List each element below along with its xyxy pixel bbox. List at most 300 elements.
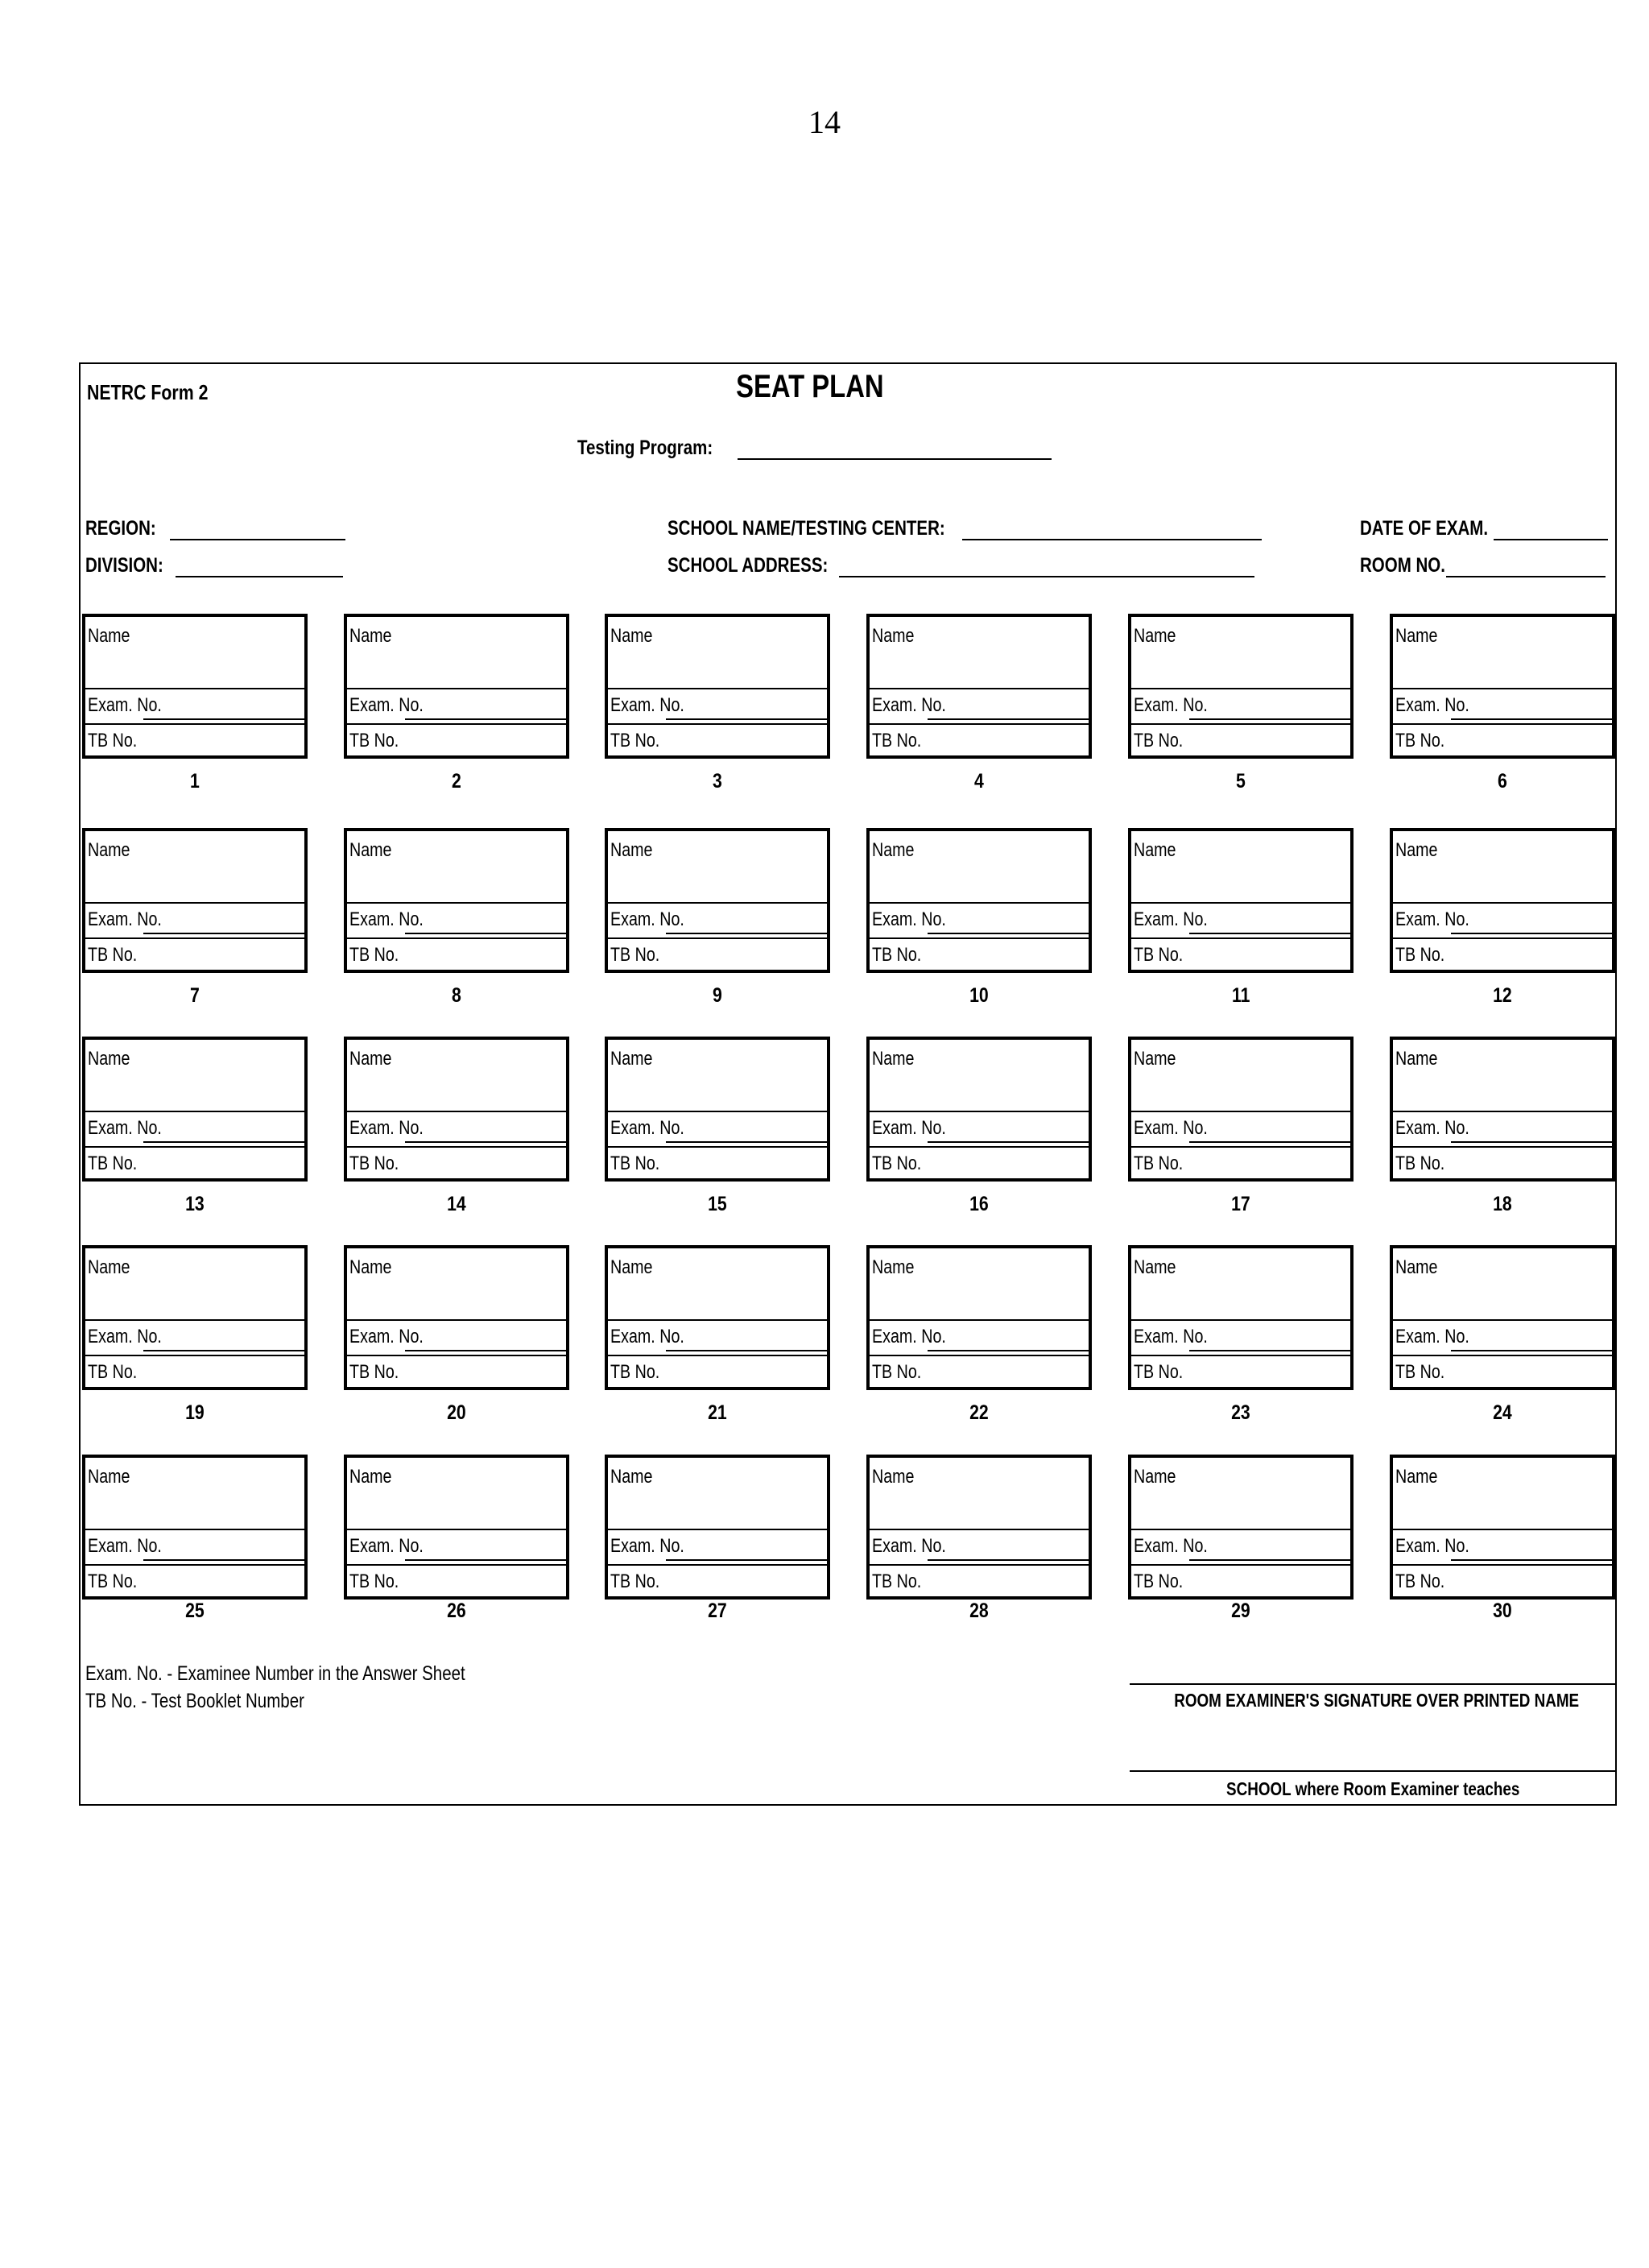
seat-box[interactable]: [866, 1037, 1092, 1182]
seat-name-cell[interactable]: [85, 1040, 304, 1112]
seat-exam-no-label: Exam. No.: [610, 694, 684, 716]
seat-tb-no-cell[interactable]: [608, 1355, 827, 1390]
exam-no-blank[interactable]: [1189, 1559, 1350, 1561]
seat-box[interactable]: [866, 614, 1092, 759]
seat-exam-no-label: Exam. No.: [872, 1117, 946, 1139]
seat-number: 30: [1493, 1600, 1512, 1622]
seat-name-cell[interactable]: [347, 1248, 566, 1321]
exam-no-blank[interactable]: [1451, 718, 1612, 720]
seat-exam-no-cell[interactable]: [347, 902, 566, 939]
seat-exam-no-label: Exam. No.: [88, 1535, 162, 1557]
seat-exam-no-cell[interactable]: [1131, 1319, 1350, 1356]
seat-name-cell[interactable]: [347, 831, 566, 904]
seat-tb-no-cell[interactable]: [85, 723, 304, 759]
seat-name-label: Name: [349, 625, 392, 647]
examiner-signature-line[interactable]: [1130, 1683, 1617, 1685]
seat-tb-no-cell[interactable]: [1131, 1355, 1350, 1390]
seat-exam-no-label: Exam. No.: [88, 694, 162, 716]
seat-box[interactable]: [1390, 1037, 1615, 1182]
seat-tb-no-cell[interactable]: [85, 1564, 304, 1600]
seat-tb-no-label: TB No.: [88, 1153, 138, 1174]
seat-exam-no-label: Exam. No.: [1134, 1326, 1208, 1347]
seat-tb-no-cell[interactable]: [85, 937, 304, 973]
seat-number: 19: [185, 1401, 205, 1424]
form-title: SEAT PLAN: [736, 369, 884, 404]
seat-exam-no-label: Exam. No.: [349, 1117, 424, 1139]
seat-tb-no-cell[interactable]: [1393, 1146, 1612, 1182]
seat-name-cell[interactable]: [347, 1458, 566, 1530]
exam-no-blank[interactable]: [1451, 933, 1612, 934]
seat-name-cell[interactable]: [1393, 1248, 1612, 1321]
seat-box[interactable]: [866, 828, 1092, 973]
seat-name-cell[interactable]: [870, 617, 1089, 689]
seat-exam-no-label: Exam. No.: [1134, 694, 1208, 716]
seat-name-label: Name: [88, 1466, 130, 1488]
room-no-blank[interactable]: [1446, 557, 1606, 577]
seat-tb-no-label: TB No.: [88, 730, 138, 751]
seat-name-cell[interactable]: [870, 1458, 1089, 1530]
school-name-field[interactable]: [667, 517, 1262, 540]
seat-name-label: Name: [1395, 1048, 1438, 1070]
seat-name-label: Name: [349, 1048, 392, 1070]
seat-exam-no-label: Exam. No.: [1395, 1117, 1469, 1139]
seat-tb-no-cell[interactable]: [1393, 937, 1612, 973]
seat-name-cell[interactable]: [347, 1040, 566, 1112]
seat-exam-no-label: Exam. No.: [1134, 1535, 1208, 1557]
seat-tb-no-label: TB No.: [1395, 944, 1445, 966]
seat-name-label: Name: [1134, 1256, 1176, 1278]
exam-no-blank[interactable]: [928, 1141, 1089, 1143]
seat-exam-no-label: Exam. No.: [1395, 1326, 1469, 1347]
seat-exam-no-label: Exam. No.: [349, 1535, 424, 1557]
seat-name-cell[interactable]: [85, 617, 304, 689]
seat-number: 11: [1231, 984, 1250, 1007]
seat-name-cell[interactable]: [1393, 1458, 1612, 1530]
exam-no-blank[interactable]: [1451, 1559, 1612, 1561]
seat-number: 16: [969, 1193, 989, 1215]
exam-no-blank[interactable]: [143, 933, 304, 934]
seat-exam-no-label: Exam. No.: [610, 1326, 684, 1347]
seat-name-cell[interactable]: [85, 1458, 304, 1530]
seat-exam-no-cell[interactable]: [1393, 902, 1612, 939]
seat-exam-no-cell[interactable]: [85, 902, 304, 939]
seat-exam-no-cell[interactable]: [608, 1111, 827, 1148]
seat-name-label: Name: [610, 1256, 653, 1278]
seat-box[interactable]: [605, 614, 830, 759]
seat-number: 24: [1493, 1401, 1512, 1424]
seat-exam-no-label: Exam. No.: [1395, 1535, 1469, 1557]
exam-no-blank[interactable]: [143, 718, 304, 720]
seat-number: 17: [1231, 1193, 1250, 1215]
seat-exam-no-cell[interactable]: [347, 688, 566, 725]
seat-name-cell[interactable]: [85, 831, 304, 904]
seat-tb-no-cell[interactable]: [1393, 1355, 1612, 1390]
seat-name-label: Name: [872, 625, 915, 647]
seat-exam-no-label: Exam. No.: [1134, 1117, 1208, 1139]
page-number: 14: [808, 104, 841, 140]
seat-number: 25: [185, 1600, 205, 1622]
region-field[interactable]: [85, 517, 345, 540]
seat-name-label: Name: [1134, 839, 1176, 861]
exam-no-blank[interactable]: [666, 1141, 827, 1143]
seat-tb-no-label: TB No.: [88, 1361, 138, 1383]
seat-name-cell[interactable]: [608, 1458, 827, 1530]
exam-no-blank[interactable]: [1451, 1141, 1612, 1143]
seat-tb-no-cell[interactable]: [347, 1355, 566, 1390]
seat-tb-no-cell[interactable]: [85, 1146, 304, 1182]
seat-box[interactable]: [866, 1455, 1092, 1600]
seat-name-label: Name: [1134, 625, 1176, 647]
seat-tb-no-label: TB No.: [1134, 1153, 1184, 1174]
seat-tb-no-label: TB No.: [872, 1571, 922, 1592]
seat-name-label: Name: [872, 1048, 915, 1070]
seat-exam-no-label: Exam. No.: [88, 1326, 162, 1347]
exam-no-blank[interactable]: [1451, 1350, 1612, 1351]
seat-exam-no-cell[interactable]: [608, 1529, 827, 1566]
seat-box[interactable]: [1390, 1245, 1615, 1390]
seat-tb-no-label: TB No.: [88, 1571, 138, 1592]
seat-name-label: Name: [1134, 1466, 1176, 1488]
school-address-blank[interactable]: [839, 557, 1254, 577]
seat-name-cell[interactable]: [1131, 1458, 1350, 1530]
exam-no-blank[interactable]: [928, 1559, 1089, 1561]
legend-tb-no: TB No. - Test Booklet Number: [85, 1690, 304, 1712]
seat-exam-no-cell[interactable]: [347, 1111, 566, 1148]
seat-tb-no-label: TB No.: [872, 730, 922, 751]
exam-no-blank[interactable]: [405, 1559, 566, 1561]
legend-exam-no: Exam. No. - Examinee Number in the Answer Sheet: [85, 1662, 465, 1685]
school-address-label: SCHOOL ADDRESS:: [667, 554, 829, 577]
seat-name-cell[interactable]: [870, 831, 1089, 904]
seat-exam-no-cell[interactable]: [85, 1319, 304, 1356]
seat-tb-no-cell[interactable]: [347, 1146, 566, 1182]
exam-no-blank[interactable]: [928, 1350, 1089, 1351]
seat-tb-no-label: TB No.: [88, 944, 138, 966]
seat-number: 9: [713, 984, 722, 1007]
seat-name-cell[interactable]: [1131, 1040, 1350, 1112]
seat-tb-no-label: TB No.: [1134, 730, 1184, 751]
seat-number: 29: [1231, 1600, 1250, 1622]
testing-program-blank[interactable]: [738, 439, 1052, 460]
seat-name-label: Name: [610, 1466, 653, 1488]
seat-exam-no-cell[interactable]: [870, 1529, 1089, 1566]
seat-tb-no-label: TB No.: [872, 1361, 922, 1383]
seat-box[interactable]: [605, 1037, 830, 1182]
seat-tb-no-label: TB No.: [1395, 1571, 1445, 1592]
seat-name-label: Name: [1395, 1256, 1438, 1278]
seat-box[interactable]: [344, 1455, 569, 1600]
seat-exam-no-label: Exam. No.: [610, 1535, 684, 1557]
seat-box[interactable]: [1390, 1455, 1615, 1600]
division-blank[interactable]: [176, 557, 343, 577]
seat-tb-no-label: TB No.: [610, 1361, 660, 1383]
seat-name-label: Name: [349, 1466, 392, 1488]
exam-no-blank[interactable]: [666, 718, 827, 720]
seat-number: 3: [713, 770, 722, 793]
seat-box[interactable]: [605, 828, 830, 973]
seat-box[interactable]: [344, 1037, 569, 1182]
exam-no-blank[interactable]: [1189, 718, 1350, 720]
seat-tb-no-cell[interactable]: [1393, 723, 1612, 759]
seat-exam-no-cell[interactable]: [608, 902, 827, 939]
seat-tb-no-cell[interactable]: [870, 1146, 1089, 1182]
seat-tb-no-label: TB No.: [349, 944, 399, 966]
seat-tb-no-label: TB No.: [1134, 1571, 1184, 1592]
division-field[interactable]: [85, 554, 343, 577]
school-signature-line[interactable]: [1130, 1770, 1617, 1772]
exam-no-blank[interactable]: [143, 1559, 304, 1561]
seat-exam-no-label: Exam. No.: [349, 1326, 424, 1347]
seat-exam-no-label: Exam. No.: [872, 694, 946, 716]
seat-tb-no-cell[interactable]: [1131, 723, 1350, 759]
seat-exam-no-cell[interactable]: [1131, 1529, 1350, 1566]
seat-number: 4: [974, 770, 984, 793]
exam-no-blank[interactable]: [405, 933, 566, 934]
seat-tb-no-label: TB No.: [872, 944, 922, 966]
seat-box[interactable]: [82, 1245, 308, 1390]
seat-name-label: Name: [872, 839, 915, 861]
seat-number: 2: [452, 770, 461, 793]
school-signature-caption: SCHOOL where Room Examiner teaches: [1226, 1778, 1520, 1799]
seat-tb-no-cell[interactable]: [347, 723, 566, 759]
seat-number: 10: [969, 984, 989, 1007]
seat-number: 7: [190, 984, 200, 1007]
seat-name-cell[interactable]: [1393, 1040, 1612, 1112]
seat-box[interactable]: [1128, 614, 1354, 759]
seat-tb-no-cell[interactable]: [347, 937, 566, 973]
date-of-exam-blank[interactable]: [1494, 519, 1608, 540]
seat-exam-no-cell[interactable]: [870, 688, 1089, 725]
seat-tb-no-cell[interactable]: [1131, 1146, 1350, 1182]
seat-name-label: Name: [610, 839, 653, 861]
seat-tb-no-cell[interactable]: [1131, 937, 1350, 973]
seat-exam-no-cell[interactable]: [608, 688, 827, 725]
exam-no-blank[interactable]: [1189, 1350, 1350, 1351]
seat-name-cell[interactable]: [608, 617, 827, 689]
seat-exam-no-cell[interactable]: [85, 1111, 304, 1148]
seat-name-cell[interactable]: [608, 1040, 827, 1112]
seat-tb-no-cell[interactable]: [1131, 1564, 1350, 1600]
seat-tb-no-label: TB No.: [872, 1153, 922, 1174]
seat-number: 18: [1493, 1193, 1512, 1215]
exam-no-blank[interactable]: [666, 933, 827, 934]
seat-box[interactable]: [1128, 828, 1354, 973]
seat-box[interactable]: [605, 1455, 830, 1600]
seat-tb-no-cell[interactable]: [608, 937, 827, 973]
seat-box[interactable]: [344, 828, 569, 973]
exam-no-blank[interactable]: [143, 1141, 304, 1143]
seat-exam-no-cell[interactable]: [870, 1319, 1089, 1356]
seat-tb-no-cell[interactable]: [870, 1564, 1089, 1600]
seat-name-label: Name: [1395, 839, 1438, 861]
seat-tb-no-label: TB No.: [1395, 1361, 1445, 1383]
seat-tb-no-cell[interactable]: [870, 937, 1089, 973]
region-blank[interactable]: [170, 519, 345, 540]
seat-number: 13: [185, 1193, 205, 1215]
exam-no-blank[interactable]: [928, 933, 1089, 934]
seat-exam-no-cell[interactable]: [608, 1319, 827, 1356]
exam-no-blank[interactable]: [405, 1350, 566, 1351]
seat-exam-no-cell[interactable]: [1131, 1111, 1350, 1148]
room-no-label: ROOM NO.: [1360, 554, 1445, 577]
seat-exam-no-label: Exam. No.: [610, 1117, 684, 1139]
seat-name-label: Name: [88, 625, 130, 647]
seat-number: 1: [190, 770, 200, 793]
seat-name-label: Name: [610, 1048, 653, 1070]
seat-name-cell[interactable]: [1131, 617, 1350, 689]
seat-box[interactable]: [866, 1245, 1092, 1390]
seat-exam-no-label: Exam. No.: [872, 908, 946, 930]
seat-plan-form: [79, 362, 1617, 1806]
seat-name-label: Name: [1395, 1466, 1438, 1488]
seat-tb-no-label: TB No.: [610, 944, 660, 966]
exam-no-blank[interactable]: [405, 718, 566, 720]
seat-exam-no-label: Exam. No.: [349, 908, 424, 930]
seat-box[interactable]: [1128, 1455, 1354, 1600]
examiner-signature-caption: ROOM EXAMINER'S SIGNATURE OVER PRINTED NAME: [1174, 1690, 1580, 1711]
testing-program-field[interactable]: [577, 437, 1052, 460]
seat-name-label: Name: [88, 1256, 130, 1278]
seat-number: 21: [708, 1401, 727, 1424]
seat-box[interactable]: [82, 614, 308, 759]
seat-exam-no-cell[interactable]: [870, 1111, 1089, 1148]
seat-box[interactable]: [605, 1245, 830, 1390]
seat-number: 22: [969, 1401, 989, 1424]
seat-tb-no-label: TB No.: [610, 1571, 660, 1592]
seat-number: 6: [1498, 770, 1507, 793]
seat-tb-no-label: TB No.: [349, 1571, 399, 1592]
seat-box[interactable]: [1390, 828, 1615, 973]
school-name-blank[interactable]: [962, 519, 1262, 540]
seat-number: 20: [447, 1401, 466, 1424]
seat-name-label: Name: [872, 1466, 915, 1488]
exam-no-blank[interactable]: [666, 1350, 827, 1351]
seat-name-label: Name: [1134, 1048, 1176, 1070]
seat-exam-no-label: Exam. No.: [872, 1535, 946, 1557]
seat-name-cell[interactable]: [1393, 831, 1612, 904]
seat-box[interactable]: [1128, 1245, 1354, 1390]
exam-no-blank[interactable]: [666, 1559, 827, 1561]
seat-exam-no-label: Exam. No.: [1395, 908, 1469, 930]
testing-program-label: Testing Program:: [577, 437, 713, 459]
seat-tb-no-label: TB No.: [349, 1361, 399, 1383]
seat-name-cell[interactable]: [608, 831, 827, 904]
seat-box[interactable]: [82, 828, 308, 973]
region-label: REGION:: [85, 517, 156, 540]
seat-name-cell[interactable]: [1131, 831, 1350, 904]
seat-name-cell[interactable]: [85, 1248, 304, 1321]
school-name-label: SCHOOL NAME/TESTING CENTER:: [667, 517, 945, 540]
date-of-exam-label: DATE OF EXAM.: [1360, 517, 1489, 540]
seat-box[interactable]: [1390, 614, 1615, 759]
seat-exam-no-cell[interactable]: [1393, 1319, 1612, 1356]
exam-no-blank[interactable]: [928, 718, 1089, 720]
seat-number: 15: [708, 1193, 727, 1215]
seat-name-cell[interactable]: [347, 617, 566, 689]
seat-tb-no-label: TB No.: [1395, 730, 1445, 751]
seat-name-label: Name: [349, 839, 392, 861]
seat-tb-no-cell[interactable]: [870, 1355, 1089, 1390]
seat-name-cell[interactable]: [870, 1248, 1089, 1321]
seat-exam-no-cell[interactable]: [347, 1319, 566, 1356]
seat-name-label: Name: [88, 839, 130, 861]
seat-number: 5: [1236, 770, 1246, 793]
seat-exam-no-label: Exam. No.: [1395, 694, 1469, 716]
seat-exam-no-label: Exam. No.: [349, 694, 424, 716]
seat-number: 26: [447, 1600, 466, 1622]
seat-box[interactable]: [82, 1455, 308, 1600]
seat-exam-no-cell[interactable]: [1131, 902, 1350, 939]
seat-name-label: Name: [1395, 625, 1438, 647]
seat-exam-no-label: Exam. No.: [872, 1326, 946, 1347]
seat-tb-no-label: TB No.: [349, 730, 399, 751]
form-id: NETRC Form 2: [87, 380, 209, 404]
seat-exam-no-label: Exam. No.: [88, 908, 162, 930]
seat-exam-no-label: Exam. No.: [88, 1117, 162, 1139]
seat-tb-no-cell[interactable]: [347, 1564, 566, 1600]
exam-no-blank[interactable]: [1189, 1141, 1350, 1143]
seat-number: 28: [969, 1600, 989, 1622]
seat-exam-no-label: Exam. No.: [1134, 908, 1208, 930]
seat-number: 12: [1493, 984, 1512, 1007]
seat-exam-no-cell[interactable]: [870, 902, 1089, 939]
seat-tb-no-label: TB No.: [1134, 1361, 1184, 1383]
seat-name-cell[interactable]: [608, 1248, 827, 1321]
seat-name-label: Name: [88, 1048, 130, 1070]
seat-exam-no-cell[interactable]: [1393, 1111, 1612, 1148]
seat-number: 14: [447, 1193, 466, 1215]
seat-exam-no-cell[interactable]: [85, 1529, 304, 1566]
seat-tb-no-cell[interactable]: [1393, 1564, 1612, 1600]
seat-name-label: Name: [349, 1256, 392, 1278]
seat-tb-no-label: TB No.: [349, 1153, 399, 1174]
exam-no-blank[interactable]: [1189, 933, 1350, 934]
room-no-field[interactable]: [1360, 554, 1606, 577]
seat-name-label: Name: [872, 1256, 915, 1278]
exam-no-blank[interactable]: [405, 1141, 566, 1143]
seat-tb-no-cell[interactable]: [870, 723, 1089, 759]
seat-tb-no-cell[interactable]: [608, 1146, 827, 1182]
exam-no-blank[interactable]: [143, 1350, 304, 1351]
seat-exam-no-cell[interactable]: [347, 1529, 566, 1566]
seat-tb-no-label: TB No.: [610, 730, 660, 751]
seat-name-cell[interactable]: [870, 1040, 1089, 1112]
seat-number: 27: [708, 1600, 727, 1622]
seat-name-cell[interactable]: [1393, 617, 1612, 689]
seat-exam-no-cell[interactable]: [1393, 1529, 1612, 1566]
school-address-field[interactable]: [667, 554, 1254, 577]
seat-tb-no-cell[interactable]: [608, 1564, 827, 1600]
division-label: DIVISION:: [85, 554, 163, 577]
date-of-exam-field[interactable]: [1360, 517, 1608, 540]
seat-box[interactable]: [344, 614, 569, 759]
seat-exam-no-cell[interactable]: [1131, 688, 1350, 725]
seat-tb-no-cell[interactable]: [85, 1355, 304, 1390]
seat-number: 8: [452, 984, 461, 1007]
seat-exam-no-cell[interactable]: [85, 688, 304, 725]
seat-exam-no-cell[interactable]: [1393, 688, 1612, 725]
seat-name-label: Name: [610, 625, 653, 647]
seat-box[interactable]: [344, 1245, 569, 1390]
seat-tb-no-label: TB No.: [610, 1153, 660, 1174]
seat-name-cell[interactable]: [1131, 1248, 1350, 1321]
seat-box[interactable]: [1128, 1037, 1354, 1182]
seat-box[interactable]: [82, 1037, 308, 1182]
seat-number: 23: [1231, 1401, 1250, 1424]
seat-tb-no-label: TB No.: [1134, 944, 1184, 966]
seat-tb-no-cell[interactable]: [608, 723, 827, 759]
seat-exam-no-label: Exam. No.: [610, 908, 684, 930]
